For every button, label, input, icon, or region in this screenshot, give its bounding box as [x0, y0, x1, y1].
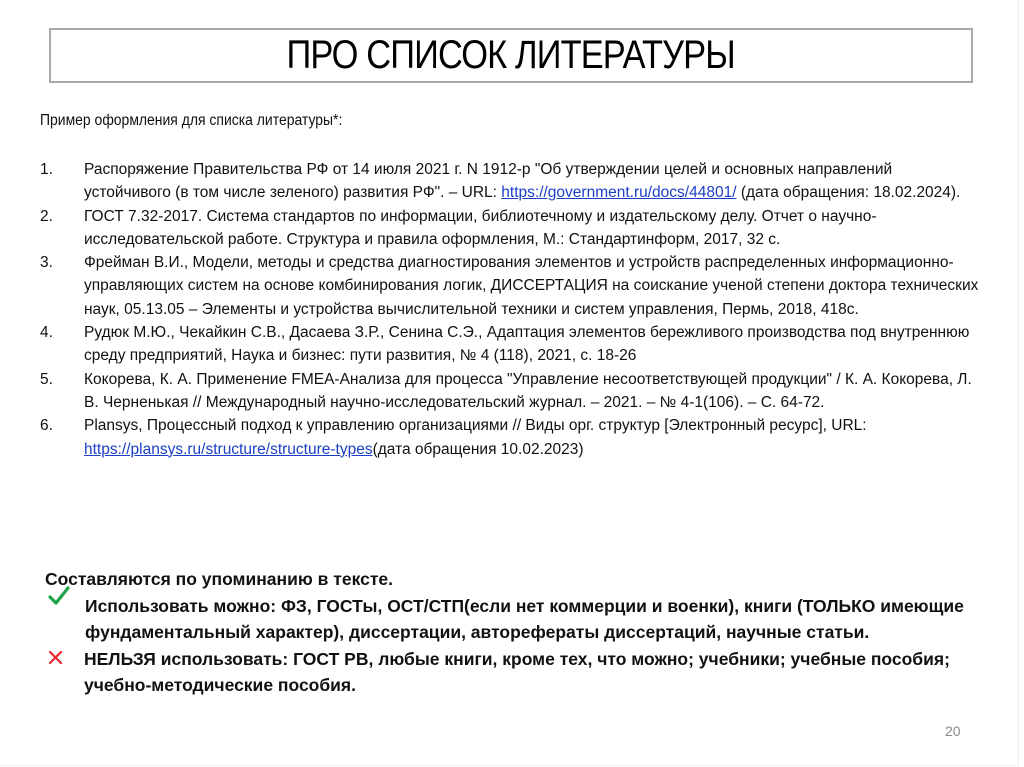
slide-title: ПРО СПИСОК ЛИТЕРАТУРЫ [286, 33, 736, 77]
rule-allowed-text: Использовать можно: ФЗ, ГОСТы, ОСТ/СТП(если нет коммерции и военки), книги (ТОЛЬКО имеющие фундаментальный характер), диссертации, авторефераты диссертаций, научные статьи. [85, 595, 964, 642]
reference-number: 2. [40, 207, 53, 225]
rules-heading: Составляются по упоминанию в тексте. [45, 569, 394, 589]
reference-number: 6. [40, 417, 53, 435]
reference-text: Рудюк М.Ю., Чекайкин С.В., Дасаева З.Р., Сенина С.Э., Адаптация элементов бережливого производства под внутреннюю среду предприятий, Наука и бизнес: пути развития, № 4 (118), 2021, с. 18-26 [84, 324, 970, 365]
rule-forbidden-text: НЕЛЬЗЯ использовать: ГОСТ РВ, любые книги, кроме тех, что можно; учебники; учебные пособия; учебно-методические пособия. [84, 648, 950, 695]
reference-item [40, 414, 980, 461]
reference-item [40, 205, 980, 252]
cross-icon [47, 646, 84, 699]
reference-list [40, 158, 980, 461]
rule-allowed [45, 593, 975, 646]
reference-text-part: Распоряжение Правительства РФ от 14 июля 2021 г. N 1912-р "Об утверждении целей и основных направлений устойчивого (в том числе зеленого) развития РФ". – URL: [84, 161, 893, 202]
check-icon [48, 585, 85, 646]
intro-text: Пример оформления для списка литературы*: [40, 112, 343, 129]
reference-item [40, 158, 980, 205]
reference-item [40, 321, 980, 368]
reference-link[interactable]: https://government.ru/docs/44801/ [501, 184, 737, 202]
reference-text: ГОСТ 7.32-2017. Система стандартов по информации, библиотечному и издательскому делу. Отчет о научно-исследовательской работе. Структура и правила оформления, М.: Стандартинформ, 2017, 32 с. [84, 207, 877, 248]
rules-section [45, 566, 975, 699]
reference-text-part: (дата обращения 10.02.2023) [372, 440, 584, 458]
reference-text [84, 158, 980, 205]
page-number: 20 [945, 723, 961, 739]
title-box [49, 28, 973, 83]
reference-text-part: (дата обращения: 18.02.2024). [736, 184, 961, 202]
reference-text [84, 414, 980, 461]
reference-number: 1. [40, 161, 53, 178]
rule-forbidden [45, 646, 975, 699]
reference-text: Кокорева, К. А. Применение FMEA-Анализа для процесса "Управление несоответствующей продукции" / К. А. Кокорева, Л. В. Черненькая // Международный научно-исследовательский журнал. – 2021. – № 4-1(106). – С. 64-72. [84, 370, 972, 411]
reference-text: Фрейман В.И., Модели, методы и средства диагностирования элементов и устройств распределенных информационно-управляющих систем на основе комбинирования логик, ДИССЕРТАЦИЯ на соискание ученой степени доктора технических наук, 05.13.05 – Элементы и устройства вычислительной техники и систем управления, Пермь, 2018, 418с. [84, 254, 979, 318]
reference-item [40, 368, 980, 415]
reference-number: 3. [40, 254, 53, 272]
reference-item [40, 251, 980, 321]
reference-link[interactable]: https://plansys.ru/structure/structure-types [84, 440, 373, 458]
reference-number: 5. [40, 370, 53, 388]
reference-text-part: Plansys, Процессный подход к управлению организациями // Виды орг. структур [Электронный ресурс], URL: [84, 417, 867, 435]
reference-number: 4. [40, 324, 53, 342]
